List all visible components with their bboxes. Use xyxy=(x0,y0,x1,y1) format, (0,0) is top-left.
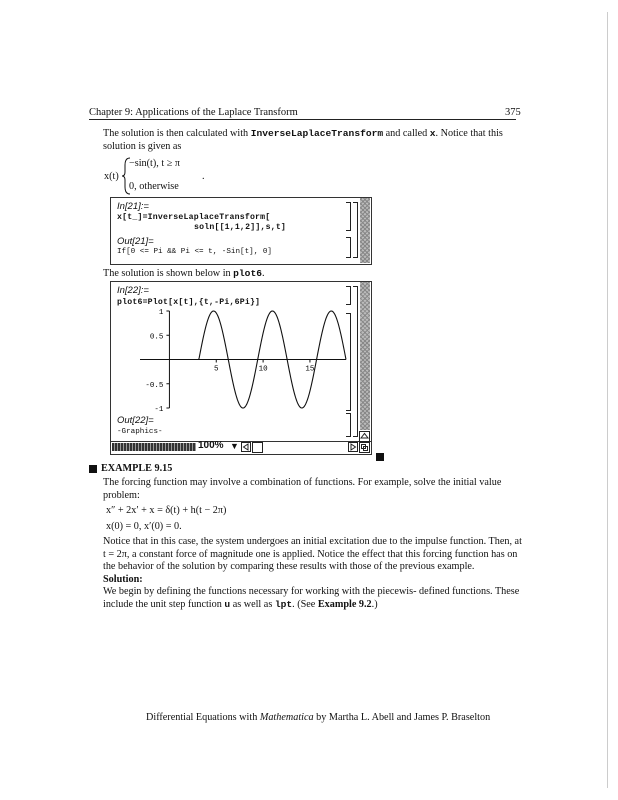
plot6-chart xyxy=(110,308,350,412)
intro-text-c: . Notice that this xyxy=(435,128,503,139)
mid-text-code: plot6 xyxy=(233,268,262,279)
page-number: 375 xyxy=(505,107,521,118)
piecewise-case-1: −sin(t), t ≥ π xyxy=(129,158,181,169)
cell-22-group-bracket[interactable] xyxy=(353,286,358,437)
cell-22-input-line[interactable]: plot6=Plot[x[t],{t,-Pi,6Pi}] xyxy=(117,298,261,307)
y-tick-label: -1 xyxy=(154,406,164,412)
example-notice-1: Notice that in this case, the system undergoes an initial excitation due to the impulse function. Then, at xyxy=(103,536,522,547)
end-of-example-square-icon xyxy=(376,453,384,461)
intro-code-inverse-laplace: InverseLaplaceTransform xyxy=(250,128,384,139)
intro-text-a: The solution is then calculated with xyxy=(103,128,251,139)
intro-line-2: solution is given as xyxy=(103,141,182,152)
solution-code-lpt: lpt xyxy=(274,599,293,610)
intro-line-1 xyxy=(103,128,543,141)
cell-21-input-bracket[interactable] xyxy=(346,202,351,231)
x-tick-label: 5 xyxy=(214,365,219,374)
solution-example-ref: Example 9.2 xyxy=(317,599,372,610)
intro-code-x: x xyxy=(429,128,436,139)
example-title: EXAMPLE 9.15 xyxy=(101,463,173,474)
example-equation-2: x(0) = 0, x′(0) = 0. xyxy=(106,521,182,532)
y-tick-label: -0.5 xyxy=(145,381,164,390)
cell-22-out-label: Out[22]= xyxy=(117,415,154,426)
solution-text-c: . (See xyxy=(292,599,318,610)
page-footer xyxy=(146,712,490,725)
cell-22-in-label: In[22]:= xyxy=(117,285,149,296)
cell-22-output-bracket[interactable] xyxy=(346,413,351,437)
page-edge-rule xyxy=(607,12,608,788)
cell-22-scroll-grip[interactable] xyxy=(360,282,370,430)
cell-21-out-label: Out[21]= xyxy=(117,236,154,247)
cell-21-in-label: In[21]:= xyxy=(117,201,149,212)
example-notice-2: t = 2π, a constant force of magnitude one is applied. Notice the effect that this forcing function has on xyxy=(103,549,518,560)
solution-line-1: We begin by defining the functions necessary for working with the piecewis- defined functions. These xyxy=(103,586,520,597)
example-equation-1: x″ + 2x′ + x = δ(t) + h(t − 2π) xyxy=(106,505,227,516)
piecewise-period: . xyxy=(202,171,205,182)
running-header: Chapter 9: Applications of the Laplace Transform xyxy=(89,107,298,118)
y-tick-label: 1 xyxy=(158,309,164,317)
example-notice-3: the behavior of the solution by comparing these results with those of the previous example. xyxy=(103,561,475,572)
example-para-2: problem: xyxy=(103,490,140,501)
piecewise-lhs: x(t) xyxy=(104,171,119,182)
solution-text-b: as well as xyxy=(230,599,275,610)
horizontal-scroll-thumb[interactable] xyxy=(252,442,263,453)
cell-21-group-bracket[interactable] xyxy=(353,202,358,258)
resize-corner-icon[interactable] xyxy=(359,442,370,453)
footer-italic: Mathematica xyxy=(259,712,314,723)
mid-text-b: . xyxy=(261,268,265,279)
cell-21-scroll-grip[interactable] xyxy=(360,198,370,263)
status-bar-pattern xyxy=(112,443,196,451)
example-bullet-square-icon xyxy=(89,465,97,473)
zoom-level[interactable]: 100% xyxy=(198,440,224,451)
scroll-right-arrow-icon[interactable] xyxy=(348,442,358,452)
cell-22-output: -Graphics- xyxy=(117,428,163,436)
cell-21-output: If[0 <= Pi && Pi <= t, -Sin[t], 0] xyxy=(117,248,272,256)
solution-code-u: u xyxy=(224,599,231,610)
intro-text-b: and called xyxy=(383,128,430,139)
y-tick-label: 0.5 xyxy=(149,333,164,342)
piecewise-case-2: 0, otherwise xyxy=(129,181,179,192)
mid-text-a: The solution is shown below in xyxy=(103,268,234,279)
scroll-left-arrow-icon[interactable] xyxy=(241,442,251,452)
mid-text xyxy=(103,268,265,281)
x-tick-label: 10 xyxy=(258,365,268,374)
scroll-up-arrow-icon[interactable] xyxy=(359,431,370,442)
solution-text-d: .) xyxy=(371,599,378,610)
example-para-1: The forcing function may involve a combination of functions. For example, solve the initial value xyxy=(103,477,502,488)
cell-21-output-bracket[interactable] xyxy=(346,237,351,258)
header-rule xyxy=(89,119,516,120)
x-tick-label: 15 xyxy=(305,365,315,374)
cell-22-input-bracket[interactable] xyxy=(346,286,351,305)
footer-text-a: Differential Equations with xyxy=(146,712,260,723)
footer-text-b: by Martha L. Abell and James P. Braselton xyxy=(313,712,491,723)
cell-21-input-line-1[interactable]: x[t_]=InverseLaplaceTransform[ xyxy=(117,213,271,222)
zoom-dropdown-icon[interactable]: ▼ xyxy=(230,441,239,451)
solution-line-2 xyxy=(103,599,378,612)
solution-text-a: include the unit step function xyxy=(103,599,225,610)
solution-label: Solution: xyxy=(103,574,143,585)
cell-21-input-line-2[interactable]: soln[[1,1,2]],s,t] xyxy=(194,223,287,232)
